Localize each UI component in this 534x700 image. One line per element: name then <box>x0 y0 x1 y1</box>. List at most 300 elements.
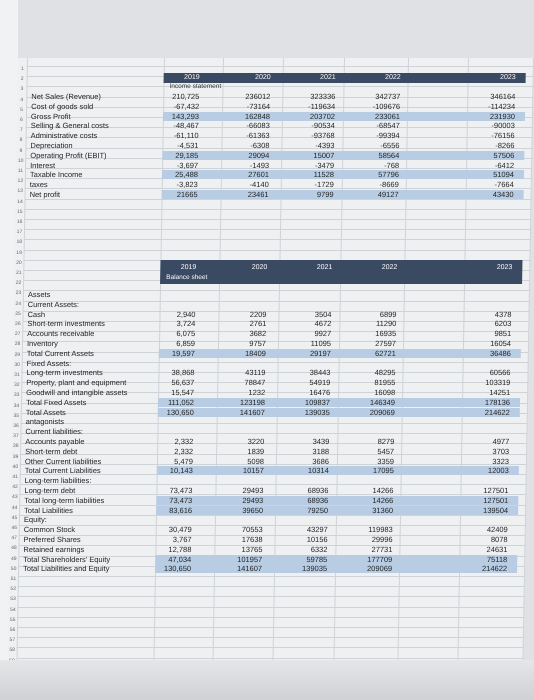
grid-row-line <box>22 362 529 363</box>
balance-year-header: 2020 <box>251 264 268 271</box>
balance-cell: 75118 <box>486 554 508 564</box>
balance-cell: 3,724 <box>176 319 196 329</box>
row-number: 28 <box>14 341 21 348</box>
row-number: 35 <box>13 412 20 419</box>
income-cell: 51094 <box>493 170 515 180</box>
income-cell: 203702 <box>309 111 336 121</box>
income-cell: -76156 <box>491 131 515 141</box>
balance-cell: 3323 <box>492 456 510 466</box>
income-cell: -3,697 <box>176 160 199 170</box>
income-cell: 143,293 <box>171 111 200 121</box>
balance-row-label: Total Current Assets <box>26 348 95 358</box>
grid-row-line <box>27 66 534 67</box>
income-cell: -3,823 <box>176 180 198 190</box>
grid-row-line <box>24 239 531 240</box>
balance-cell: 43119 <box>245 368 266 378</box>
grid-row-line <box>24 209 531 210</box>
income-cell: 29094 <box>248 150 270 160</box>
balance-cell: 10,143 <box>169 466 193 476</box>
balance-cell: 10314 <box>307 466 329 476</box>
balance-cell: 83,616 <box>169 505 193 515</box>
balance-cell: 146349 <box>369 397 396 407</box>
balance-cell: 2761 <box>249 319 267 329</box>
worksheet <box>7 58 534 700</box>
balance-cell: 141607 <box>239 407 265 417</box>
row-number: 52 <box>10 586 17 593</box>
row-number: 1 <box>20 66 24 72</box>
row-number: 13 <box>17 188 24 195</box>
row-number: 10 <box>17 157 24 164</box>
balance-row-label: Long-term investments <box>26 368 103 378</box>
income-cell: -8266 <box>495 141 515 150</box>
row-number: 2 <box>20 76 24 83</box>
income-cell: -73164 <box>246 101 271 111</box>
row-number: 23 <box>15 290 22 297</box>
grid-row-line <box>24 250 531 251</box>
balance-row-label: Accounts receivable <box>27 329 95 339</box>
balance-cell: 16098 <box>374 388 396 397</box>
row-number: 53 <box>10 596 16 603</box>
row-number: 16 <box>16 219 23 225</box>
grid-row-line <box>23 301 530 302</box>
balance-row-label: Common Stock <box>23 525 76 535</box>
balance-cell: 62721 <box>374 348 396 358</box>
income-year-header: 2023 <box>500 74 516 81</box>
row-number: 27 <box>14 331 21 338</box>
row-number: 12 <box>17 178 24 185</box>
balance-row-label: Total Current Liabilities <box>24 466 101 476</box>
income-row-label: Cost of goods sold <box>31 101 94 111</box>
row-number: 54 <box>10 606 16 613</box>
income-cell: -93768 <box>311 131 335 141</box>
row-number: 20 <box>16 259 22 266</box>
balance-row-label: Total Fixed Assets <box>25 397 87 407</box>
balance-cell: 16054 <box>490 339 512 348</box>
income-cell: 23461 <box>247 190 269 199</box>
balance-cell: 101957 <box>237 554 263 564</box>
income-row-label: Selling & General costs <box>30 121 109 131</box>
income-cell: -66083 <box>246 121 270 131</box>
balance-cell: 8279 <box>377 437 395 446</box>
row-number: 55 <box>9 616 16 623</box>
row-number: 57 <box>9 637 16 644</box>
income-cell: 57796 <box>378 170 400 180</box>
grid-row-line <box>17 637 524 638</box>
income-row-label: Depreciation <box>30 141 73 150</box>
balance-cell: 60566 <box>489 368 511 378</box>
balance-cell: 42409 <box>486 525 508 535</box>
balance-row-label: Accounts payable <box>25 437 85 446</box>
balance-cell: 4672 <box>314 319 332 329</box>
income-cell: -768 <box>384 160 400 170</box>
income-cell: -1729 <box>314 180 334 190</box>
balance-cell: 123198 <box>239 397 266 407</box>
income-cell: -119634 <box>308 101 336 111</box>
balance-cell: 178136 <box>484 397 511 407</box>
balance-cell: 14266 <box>372 486 394 495</box>
income-cell: -109676 <box>372 101 401 111</box>
balance-cell: 6,075 <box>176 329 196 339</box>
balance-cell: 9757 <box>249 339 267 348</box>
balance-cell: 139035 <box>301 564 328 574</box>
balance-cell: 141607 <box>236 564 263 574</box>
income-cell: -4140 <box>249 180 269 190</box>
balance-row-label: Preferred Shares <box>23 535 81 544</box>
row-number: 51 <box>10 576 17 582</box>
row-number: 31 <box>14 372 20 378</box>
balance-cell: 3504 <box>314 309 332 319</box>
balance-row-label: Equity: <box>23 515 47 525</box>
grid-row-line <box>23 290 530 291</box>
grid-row-line <box>20 484 527 485</box>
income-cell: 323336 <box>310 92 336 101</box>
balance-cell: 27597 <box>375 339 397 348</box>
row-number: 42 <box>12 484 18 491</box>
income-row-label: Gross Profit <box>30 111 71 121</box>
balance-row-label: Total long-term liabilities <box>24 495 105 505</box>
balance-cell: 56,637 <box>171 378 195 388</box>
grid-row-line <box>25 148 532 149</box>
balance-row-label: Total Liabilities <box>24 505 73 515</box>
balance-cell: 3682 <box>249 329 267 339</box>
income-year-header: 2022 <box>385 74 401 81</box>
row-number: 33 <box>13 392 20 399</box>
balance-cell: 139035 <box>304 407 330 417</box>
income-header-bar <box>164 73 526 83</box>
balance-cell: 9927 <box>314 329 332 339</box>
row-number: 30 <box>14 361 20 368</box>
balance-cell: 14251 <box>489 388 511 397</box>
balance-row-label: Other Current liabilities <box>24 456 102 466</box>
balance-cell: 214622 <box>481 564 508 574</box>
grid-row-line <box>26 97 533 98</box>
income-cell: 162848 <box>244 111 271 121</box>
grid-row-line <box>18 545 525 546</box>
balance-cell: 11095 <box>310 339 332 348</box>
balance-cell: 127501 <box>483 486 509 495</box>
balance-cell: 177709 <box>367 554 393 564</box>
balance-cell: 2,940 <box>176 309 196 319</box>
row-number: 36 <box>13 423 19 429</box>
balance-cell: 3220 <box>247 437 265 446</box>
grid-row-line <box>17 607 524 608</box>
balance-cell: 214622 <box>484 407 510 417</box>
row-number: 24 <box>15 300 22 307</box>
income-cell: -1493 <box>249 160 270 170</box>
row-number: 4 <box>20 96 24 103</box>
income-row-label: taxes <box>29 180 48 190</box>
income-row-label: Net Sales (Revenue) <box>31 92 102 101</box>
balance-row-label: Current liabilities: <box>25 427 84 437</box>
grid-row-line <box>17 658 524 659</box>
income-year-header: 2021 <box>320 74 336 81</box>
grid-row-line <box>20 454 527 455</box>
row-number: 47 <box>11 535 17 542</box>
balance-row-label: Retained earnings <box>23 544 85 554</box>
balance-cell: 2,332 <box>174 446 194 456</box>
balance-cell: 54919 <box>309 378 331 388</box>
row-number: 25 <box>15 310 21 317</box>
balance-cell: 19,597 <box>171 348 195 358</box>
income-row-label: Net profit <box>29 190 61 199</box>
balance-cell: 18409 <box>244 348 266 358</box>
balance-cell: 1232 <box>248 388 266 397</box>
income-cell: -6412 <box>494 160 515 170</box>
row-number: 5 <box>20 106 24 113</box>
grid-row-line <box>19 515 526 516</box>
balance-cell: 14266 <box>372 495 394 505</box>
grid-row-line <box>20 433 527 434</box>
balance-cell: 59785 <box>306 554 328 564</box>
grid-row-line <box>17 647 524 648</box>
row-number: 29 <box>14 351 21 358</box>
balance-cell: 70553 <box>241 525 263 535</box>
row-number: 37 <box>13 433 19 440</box>
balance-cell: 3,767 <box>172 535 192 544</box>
income-cell: 233061 <box>374 111 401 121</box>
row-number: 3 <box>20 86 24 93</box>
balance-row-label: Long-term debt <box>24 486 76 495</box>
row-number: 34 <box>13 402 20 409</box>
grid-row-line <box>18 586 525 587</box>
grid-row-line <box>17 627 524 628</box>
balance-cell: 16476 <box>309 388 331 397</box>
balance-cell: 9851 <box>494 329 512 339</box>
balance-cell: 68936 <box>307 486 329 495</box>
income-cell: 21665 <box>176 190 198 199</box>
balance-cell: 47,034 <box>168 554 192 564</box>
balance-row-label: Cash <box>27 309 46 319</box>
balance-cell: 130,650 <box>163 564 192 574</box>
balance-cell: 109837 <box>304 397 331 407</box>
balance-row-label: Assets <box>27 290 51 299</box>
balance-cell: 139504 <box>482 505 509 515</box>
balance-row-label: Long-term liabilities: <box>24 476 92 486</box>
income-cell: 210,725 <box>172 92 200 101</box>
row-number: 15 <box>16 208 23 215</box>
balance-row-label: antagonists <box>25 417 65 427</box>
balance-year-header: 2021 <box>316 264 333 271</box>
row-number: 18 <box>16 239 23 246</box>
income-cell: -90003 <box>491 121 515 131</box>
grid-row-line <box>24 219 531 220</box>
income-row-label: Operating Profit (EBIT) <box>30 150 107 160</box>
balance-cell: 4378 <box>494 309 512 319</box>
balance-cell: 17638 <box>241 535 263 544</box>
row-number: 8 <box>19 137 23 144</box>
row-number: 32 <box>13 382 20 389</box>
balance-row-label: Property, plant and equipment <box>26 378 127 388</box>
bottom-edge <box>0 660 534 700</box>
row-number: 39 <box>12 453 19 460</box>
balance-year-header: 2019 <box>180 264 197 271</box>
balance-cell: 16935 <box>375 329 397 339</box>
row-number: 44 <box>11 504 18 511</box>
income-cell: 57506 <box>493 150 515 160</box>
balance-row-label: Fixed Assets: <box>26 358 72 368</box>
balance-cell: 43297 <box>306 525 328 535</box>
balance-cell: 111,052 <box>167 397 195 407</box>
income-cell: 346164 <box>490 92 516 101</box>
row-number: 41 <box>12 474 19 480</box>
balance-cell: 12,788 <box>168 544 192 554</box>
income-cell: -114234 <box>488 101 516 111</box>
row-number: 40 <box>12 463 19 470</box>
income-cell: -48,467 <box>173 121 199 131</box>
balance-cell: 36486 <box>489 348 511 358</box>
balance-cell: 73,473 <box>169 495 193 505</box>
balance-cell: 1839 <box>247 446 265 456</box>
balance-row-label: Inventory <box>26 339 58 348</box>
balance-cell: 81955 <box>374 378 396 388</box>
row-number: 6 <box>19 117 23 123</box>
income-cell: 15007 <box>313 150 335 160</box>
balance-row-label: Total Assets <box>25 407 66 417</box>
row-number: 50 <box>10 565 17 572</box>
income-cell: -4393 <box>315 141 335 150</box>
row-number: 56 <box>9 627 16 633</box>
income-cell: 49127 <box>377 190 399 199</box>
income-cell: 9799 <box>316 190 334 199</box>
row-number: 45 <box>11 514 18 521</box>
balance-cell: 6,859 <box>176 339 196 348</box>
balance-cell: 79250 <box>307 505 329 515</box>
grid-row-line <box>18 576 525 577</box>
income-cell: 27601 <box>248 170 270 180</box>
row-number: 19 <box>16 249 22 256</box>
balance-header-bar <box>160 260 522 284</box>
income-cell: -99394 <box>376 131 400 141</box>
balance-row-label: Total Liabilities and Equity <box>23 564 110 574</box>
balance-cell: 127501 <box>483 495 509 505</box>
row-number: 7 <box>19 127 23 134</box>
balance-cell: 68936 <box>307 495 329 505</box>
income-year-header: 2020 <box>255 74 271 81</box>
balance-cell: 73,473 <box>169 486 193 495</box>
row-number: 48 <box>11 545 17 552</box>
income-cell: -68547 <box>376 121 400 131</box>
balance-cell: 6899 <box>379 309 397 319</box>
income-cell: 11528 <box>313 170 335 180</box>
balance-cell: 103319 <box>485 378 511 388</box>
grid-row-line <box>20 443 527 444</box>
balance-cell: 2209 <box>249 309 267 319</box>
row-number: 21 <box>15 270 22 276</box>
row-number: 43 <box>11 494 18 501</box>
balance-cell: 5,479 <box>174 456 194 466</box>
balance-cell: 38,868 <box>171 368 195 378</box>
income-row-label: Interest <box>30 160 56 170</box>
balance-cell: 31360 <box>372 505 394 515</box>
balance-cell: 29493 <box>242 486 264 495</box>
grid-row-line <box>22 331 529 332</box>
balance-year-header: 2023 <box>496 264 513 271</box>
grid-row-line <box>22 341 529 342</box>
row-number: 49 <box>10 555 17 562</box>
income-cell: -67,432 <box>173 101 200 111</box>
balance-cell: 39650 <box>242 505 264 515</box>
balance-row-label: Short-term investments <box>27 319 105 329</box>
income-cell: 43430 <box>492 190 514 199</box>
balance-subtitle: Balance sheet <box>166 274 208 281</box>
row-number: 11 <box>17 168 24 174</box>
income-cell: -6308 <box>250 141 270 150</box>
row-number: 26 <box>15 321 21 327</box>
income-cell: -61363 <box>246 131 270 141</box>
income-row-label: Taxable Income <box>29 170 83 180</box>
balance-cell: 6332 <box>310 544 328 554</box>
balance-cell: 4977 <box>492 437 510 446</box>
balance-cell: 5098 <box>247 456 265 466</box>
row-number: 22 <box>15 280 22 287</box>
balance-cell: 3703 <box>492 446 510 456</box>
balance-cell: 130,650 <box>166 407 194 417</box>
balance-cell: 15,547 <box>171 388 195 397</box>
balance-cell: 10157 <box>242 466 264 476</box>
balance-cell: 10156 <box>306 535 328 544</box>
balance-year-header: 2022 <box>381 264 398 271</box>
grid-row-line <box>25 168 532 169</box>
income-row-label: Administrative costs <box>30 131 98 141</box>
income-cell: 236012 <box>245 92 271 101</box>
balance-cell: 209069 <box>369 407 395 417</box>
income-cell: -4,531 <box>177 141 199 150</box>
balance-cell: 24631 <box>486 544 508 554</box>
grid-row-line <box>26 137 533 138</box>
grid-row-line <box>26 86 533 87</box>
balance-cell: 27731 <box>371 544 393 554</box>
balance-cell: 48295 <box>374 368 396 378</box>
balance-row-label: Total Shareholders' Equity <box>23 554 111 564</box>
balance-cell: 30,479 <box>168 525 192 535</box>
income-cell: -7664 <box>494 180 514 190</box>
income-cell: 231930 <box>489 111 516 121</box>
row-number: 38 <box>12 443 19 450</box>
income-year-header: 2019 <box>184 74 200 81</box>
balance-cell: 3686 <box>312 456 330 466</box>
balance-cell: 29197 <box>309 348 331 358</box>
balance-cell: 29493 <box>242 495 264 505</box>
row-number: 14 <box>17 198 23 205</box>
balance-cell: 2,332 <box>174 437 194 446</box>
balance-cell: 13765 <box>241 544 263 554</box>
income-cell: -6556 <box>380 141 400 150</box>
grid-row-line <box>21 423 528 424</box>
income-cell: 25,488 <box>174 170 199 180</box>
row-number: 46 <box>11 525 18 531</box>
income-cell: -61,110 <box>173 131 199 141</box>
income-subtitle: Income statement <box>169 83 222 90</box>
income-cell: -90534 <box>311 121 335 131</box>
grid-row-line <box>17 617 524 618</box>
income-cell: -3479 <box>314 160 335 170</box>
balance-cell: 209069 <box>366 564 393 574</box>
grid-row-line <box>26 107 533 108</box>
balance-cell: 29996 <box>371 535 393 544</box>
balance-cell: 12003 <box>487 466 509 476</box>
balance-cell: 38443 <box>309 368 331 378</box>
row-number: 17 <box>16 229 23 236</box>
row-number: 9 <box>19 147 23 154</box>
grid-row-line <box>18 596 525 597</box>
balance-cell: 17095 <box>372 466 394 476</box>
balance-cell: 3188 <box>312 446 330 456</box>
grid-row-line <box>24 229 531 230</box>
balance-row-label: Current Assets: <box>27 299 80 309</box>
income-cell: 29,185 <box>175 150 199 160</box>
balance-row-label: Short-term debt <box>25 446 78 456</box>
balance-cell: 6203 <box>494 319 512 329</box>
